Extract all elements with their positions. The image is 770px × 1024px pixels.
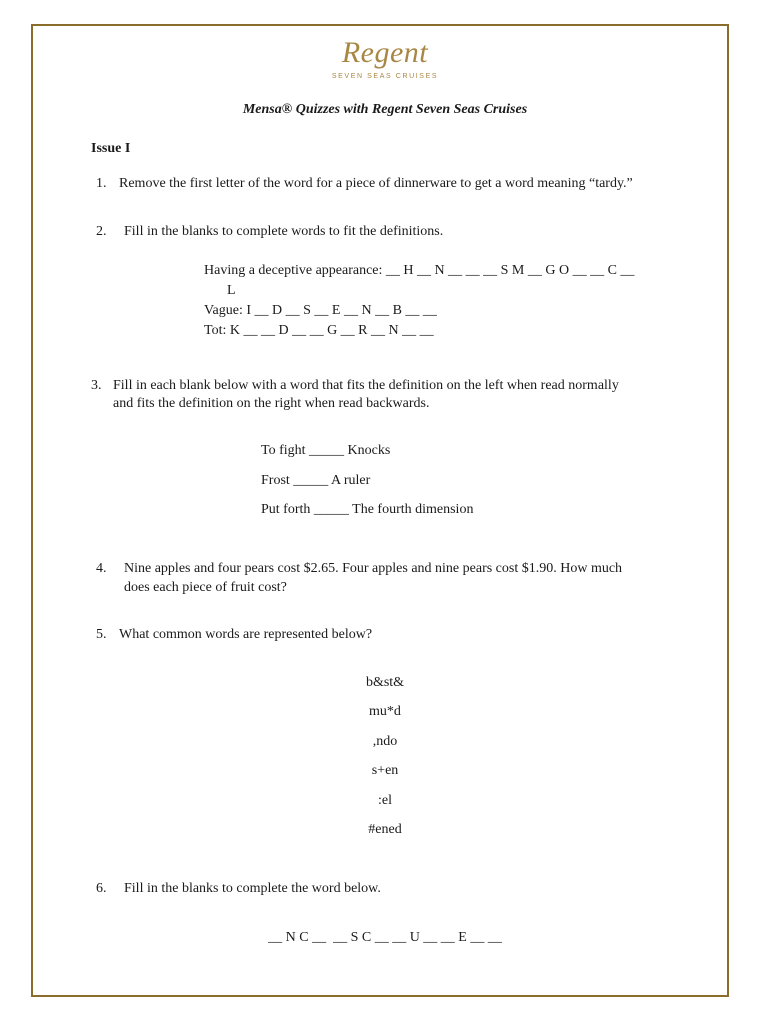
q3-text-line-2: and fits the definition on the right when read backwards.	[113, 396, 430, 411]
regent-logo-wordmark: Regent	[341, 36, 429, 69]
q5-item-1: b&st&	[365, 675, 405, 690]
q2-text: Fill in the blanks to complete words to fit the definitions.	[124, 224, 444, 239]
q6-number: 6.	[96, 881, 107, 896]
q5-text: What common words are represented below?	[119, 627, 373, 642]
issue-heading: Issue I	[91, 141, 131, 156]
q6-text: Fill in the blanks to complete the word below.	[124, 881, 381, 896]
q1-text: Remove the first letter of the word for a piece of dinnerware to get a word meaning “tardy.”	[119, 176, 633, 191]
q1-number: 1.	[96, 176, 107, 191]
q5-item-3: ,ndo	[372, 734, 398, 749]
q3-pair-1: To fight _____ Knocks	[261, 443, 391, 458]
q2-number: 2.	[96, 224, 107, 239]
q2-line-3: Vague: I __ D __ S __ E __ N __ B __ __	[204, 303, 437, 318]
page-title: Mensa® Quizzes with Regent Seven Seas Cruises	[242, 102, 528, 117]
q2-line-4: Tot: K __ __ D __ __ G __ R __ N __ __	[204, 323, 434, 338]
regent-logo-subline: SEVEN SEAS CRUISES	[331, 73, 439, 80]
q3-number: 3.	[91, 378, 102, 393]
q5-item-6: #ened	[368, 822, 402, 837]
q2-line-2: L	[227, 283, 236, 298]
q3-pair-2: Frost _____ A ruler	[261, 473, 371, 488]
q5-item-5: :el	[378, 793, 392, 808]
q5-item-4: s+en	[371, 763, 399, 778]
q4-number: 4.	[96, 561, 107, 576]
q4-text-line-1: Nine apples and four pears cost $2.65. Four apples and nine pears cost $1.90. How much	[124, 561, 623, 576]
q4-text-line-2: does each piece of fruit cost?	[124, 580, 287, 595]
q3-pair-3: Put forth _____ The fourth dimension	[261, 502, 474, 517]
q6-puzzle: __ N C __ __ S C __ __ U __ __ E __ __	[268, 930, 502, 945]
q5-item-2: mu*d	[369, 704, 401, 719]
q2-line-1: Having a deceptive appearance: __ H __ N __ __ __ S M __ G O __ __ C __	[204, 263, 635, 278]
q3-text-line-1: Fill in each blank below with a word that fits the definition on the left when read normally	[113, 378, 619, 393]
q5-number: 5.	[96, 627, 107, 642]
